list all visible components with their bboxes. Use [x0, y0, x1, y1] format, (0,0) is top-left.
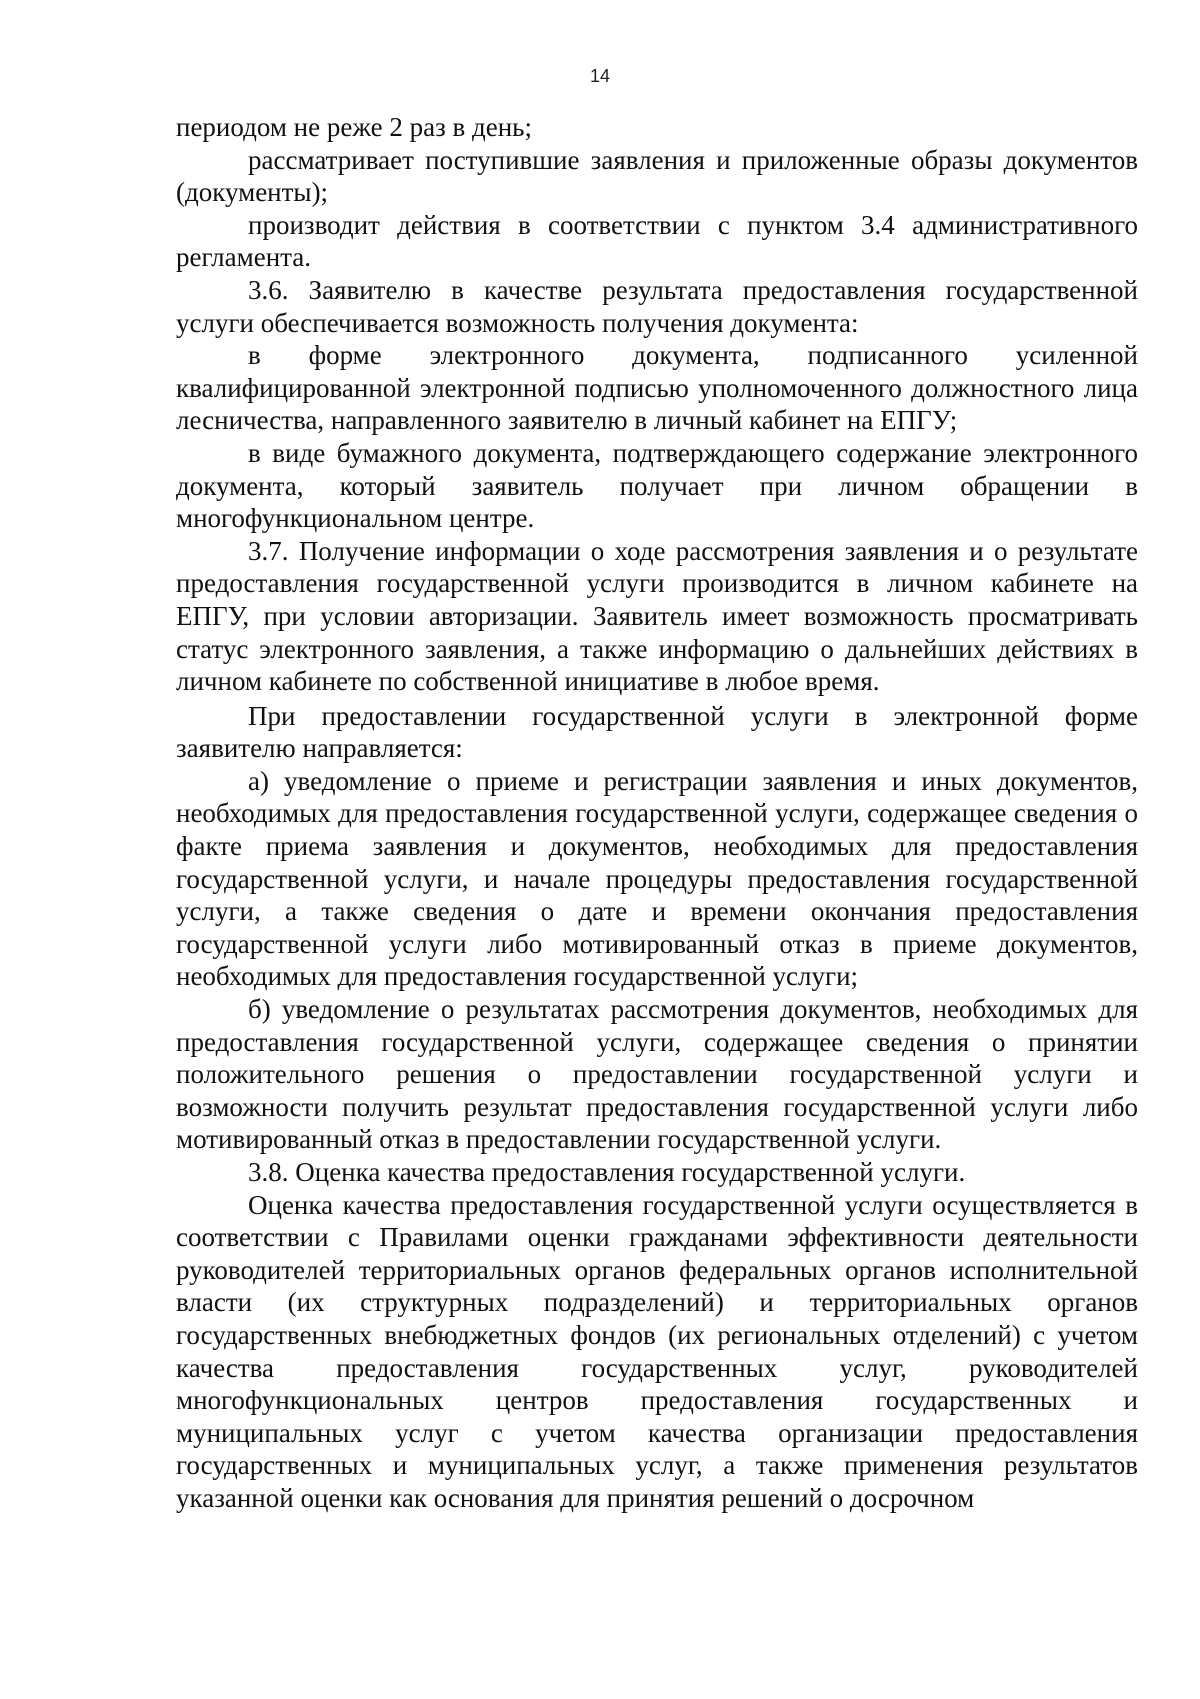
paragraph-p12: Оценка качества предоставления государственной услуги осуществляется в соответствии с Правилами оценки гражданами эффективности деятельности руководителей территориальных органов федеральных органов исполнительной власти (их структурных подразделений) и территориальных органов государственных внебюджетных фондов (их региональных отделений) с учетом качества предоставления государственных услуг, руководителей многофункциональных центров предоставления государственных и муниципальных услуг с учетом качества организации предоставления государственных и муниципальных услуг, а также применения результатов указанной оценки как основания для принятия решений о досрочном [176, 1189, 1138, 1513]
paragraph-p5: в форме электронного документа, подписанного усиленной квалифицированной электронной подписью уполномоченного должностного лица лесничества, направленного заявителю в личный кабинет на ЕПГУ; [176, 340, 1138, 436]
paragraph-p2: рассматривает поступившие заявления и приложенные образы документов (документы); [176, 144, 1138, 208]
paragraph-p6: в виде бумажного документа, подтверждающего содержание электронного документа, который заявитель получает при личном обращении в многофункциональном центре. [176, 437, 1138, 534]
paragraph-p8: При предоставлении государственной услуги в электронной форме заявителю направляется: [176, 700, 1138, 764]
paragraph-p1: периодом не реже 2 раз в день; [176, 112, 532, 142]
paragraph-p9: а) уведомление о приеме и регистрации заявления и иных документов, необходимых для предоставления государственной услуги, содержащее сведения о факте приема заявления и документов, необходимых для предоставления государственной услуги, и начале процедуры предоставления государственной услуги, а также сведения о дате и времени окончания предоставления государственной услуги либо мотивированный отказ в приеме документов, необходимых для предоставления государственной услуги; [176, 765, 1138, 992]
paragraph-p11: 3.8. Оценка качества предоставления государственной услуги. [248, 1157, 966, 1187]
document-body [176, 111, 1138, 1515]
paragraph-p3: производит действия в соответствии с пунктом 3.4 административного регламента. [176, 209, 1138, 273]
paragraph-p7: 3.7. Получение информации о ходе рассмотрения заявления и о результате предоставления государственной услуги производится в личном кабинете на ЕПГУ, при условии авторизации. Заявитель имеет возможность просматривать статус электронного заявления, а также информацию о дальнейших действиях в личном кабинете по собственной инициативе в любое время. [176, 535, 1138, 697]
page-number: 14 [589, 66, 611, 86]
paragraph-p10: б) уведомление о результатах рассмотрения документов, необходимых для предоставления государственной услуги, содержащее сведения о принятии положительного решения о предоставлении государственной услуги и возможности получить результат предоставления государственной услуги либо мотивированный отказ в предоставлении государственной услуги. [176, 994, 1138, 1155]
paragraph-p4: 3.6. Заявителю в качестве результата предоставления государственной услуги обеспечивается возможность получения документа: [176, 274, 1138, 338]
